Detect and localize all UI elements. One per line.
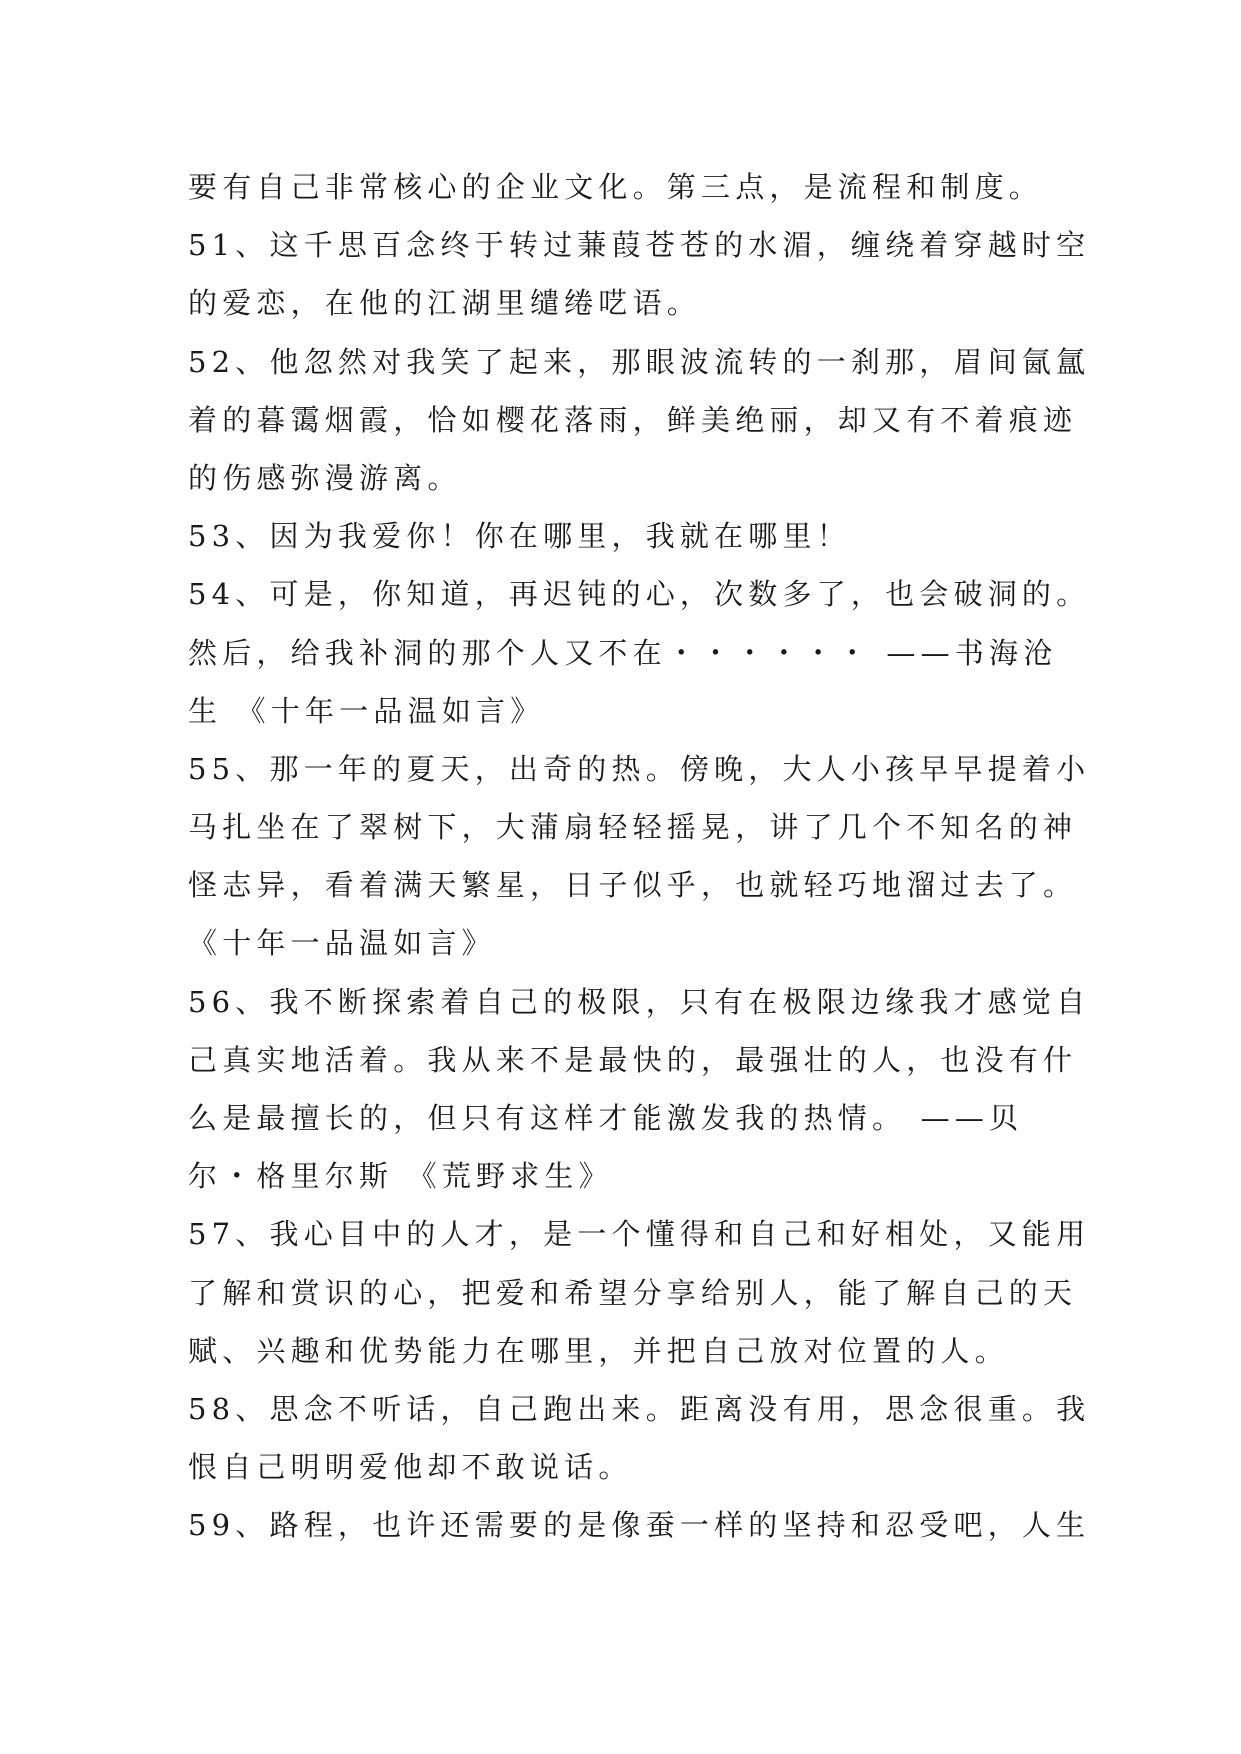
text-line: 54、可是，你知道，再迟钝的心，次数多了，也会破洞的。 xyxy=(188,577,1091,612)
text-line: 56、我不断探索着自己的极限，只有在极限边缘我才感觉自 xyxy=(188,984,1091,1019)
text-line: 尔・格里尔斯 《荒野求生》 xyxy=(188,1159,613,1194)
text-line: 59、路程，也许还需要的是像蚕一样的坚持和忍受吧，人生 xyxy=(188,1508,1091,1543)
text-line: 么是最擅长的，但只有这样才能激发我的热情。 ——贝 xyxy=(188,1101,1024,1135)
text-line: 赋、兴趣和优势能力在哪里，并把自己放对位置的人。 xyxy=(188,1333,1009,1368)
text-line: 要有自己非常核心的企业文化。第三点，是流程和制度。 xyxy=(188,170,1044,204)
text-line: 53、因为我爱你！你在哪里，我就在哪里！ xyxy=(188,519,851,554)
text-line: 57、我心目中的人才，是一个懂得和自己和好相处，又能用 xyxy=(188,1217,1091,1252)
text-line: 51、这千思百念终于转过蒹葭苍苍的水湄，缠绕着穿越时空 xyxy=(188,228,1091,263)
text-line: 的爱恋，在他的江湖里缱绻呓语。 xyxy=(188,286,702,321)
text-line: 着的暮霭烟霞，恰如樱花落雨，鲜美绝丽，却又有不着痕迹 xyxy=(188,402,1078,437)
text-line: 55、那一年的夏天，出奇的热。傍晚，大人小孩早早提着小 xyxy=(188,751,1091,786)
text-line: 《十年一品温如言》 xyxy=(188,926,496,961)
text-line: 了解和赏识的心，把爱和希望分享给别人，能了解自己的天 xyxy=(188,1275,1078,1310)
text-line: 生 《十年一品温如言》 xyxy=(188,693,545,728)
text-line: 58、思念不听话，自己跑出来。距离没有用，思念很重。我 xyxy=(188,1391,1091,1426)
text-line: 然后，给我补洞的那个人又不在・・・・・・ ——书海沧 xyxy=(188,635,1058,670)
text-line: 怪志异，看着满天繁星，日子似乎，也就轻巧地溜过去了。 xyxy=(188,868,1078,903)
document-body xyxy=(188,158,1091,1555)
text-line: 恨自己明明爱他却不敢说话。 xyxy=(188,1450,633,1485)
text-line: 己真实地活着。我从来不是最快的，最强壮的人，也没有什 xyxy=(188,1042,1078,1077)
text-line: 52、他忽然对我笑了起来，那眼波流转的一刹那，眉间氤氲 xyxy=(188,344,1091,379)
text-line: 马扎坐在了翠树下，大蒲扇轻轻摇晃，讲了几个不知名的神 xyxy=(188,810,1078,845)
text-line: 的伤感弥漫游离。 xyxy=(188,460,462,495)
